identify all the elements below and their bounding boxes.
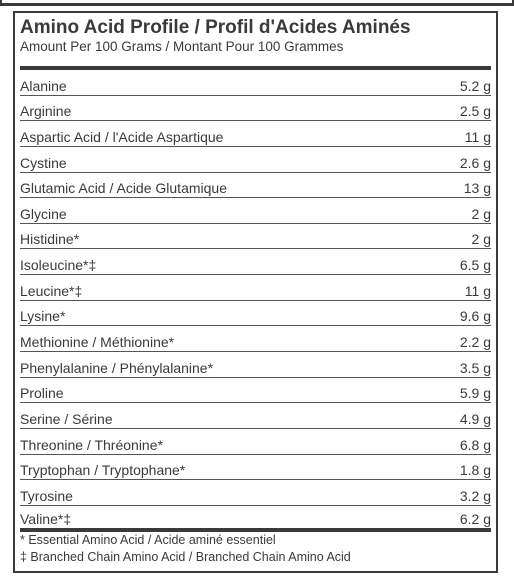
amino-acid-amount: 2.6 g — [459, 154, 491, 171]
amino-acid-amount: 13 g — [463, 180, 491, 197]
footnote-bcaa: ‡ Branched Chain Amino Acid / Branched Chain Amino Acid — [20, 550, 351, 564]
amino-acid-name: Phenylalanine / Phénylalanine* — [20, 359, 214, 376]
amino-acid-amount: 6.8 g — [459, 436, 491, 453]
table-row — [20, 224, 491, 250]
table-row — [20, 378, 491, 404]
previous-panel-edge — [0, 0, 514, 6]
footnotes — [20, 532, 491, 566]
amino-acid-name: Lysine* — [20, 308, 66, 325]
table-row — [20, 403, 491, 429]
table-row — [20, 96, 491, 122]
panel-title: Amino Acid Profile / Profil d'Acides Aminés — [20, 17, 411, 38]
table-row — [20, 121, 491, 147]
amino-acid-name: Glutamic Acid / Acide Glutamique — [20, 180, 227, 197]
table-row — [20, 326, 491, 352]
amino-acid-name: Alanine — [20, 77, 67, 94]
amino-acid-amount: 11 g — [464, 128, 491, 145]
table-row — [20, 429, 491, 455]
amino-acid-name: Cystine — [20, 154, 67, 171]
table-row — [20, 301, 491, 327]
amino-acid-name: Aspartic Acid / l'Acide Aspartique — [20, 128, 224, 145]
amino-acid-amount: 2 g — [471, 205, 491, 222]
table-row — [20, 249, 491, 275]
amino-acid-name: Tryptophan / Tryptophane* — [20, 462, 186, 479]
amino-acid-amount: 2.2 g — [459, 334, 491, 351]
table-row — [20, 480, 491, 506]
amino-acid-name: Leucine*‡ — [20, 282, 83, 299]
panel-subtitle: Amount Per 100 Grams / Montant Pour 100 Grammes — [20, 39, 344, 54]
amino-acid-name: Histidine* — [20, 231, 80, 248]
table-row — [20, 275, 491, 301]
amino-acid-amount: 1.8 g — [459, 462, 491, 479]
amino-acid-name: Glycine — [20, 205, 67, 222]
amino-acid-name: Proline — [20, 385, 64, 402]
amino-acid-amount: 3.2 g — [459, 487, 491, 504]
amino-acid-amount: 4.9 g — [459, 410, 491, 427]
panel-header — [20, 16, 491, 55]
amino-acid-name: Valine*‡ — [20, 510, 72, 527]
amino-acid-amount: 2 g — [471, 231, 491, 248]
table-row — [20, 173, 491, 199]
amino-acid-name: Arginine — [20, 103, 72, 120]
amino-acid-amount: 3.5 g — [459, 359, 491, 376]
amino-acid-amount: 5.2 g — [459, 77, 491, 94]
amino-acid-amount: 11 g — [464, 282, 491, 299]
amino-acid-name: Tyrosine — [20, 487, 73, 504]
table-row — [20, 352, 491, 378]
amino-acid-name: Isoleucine*‡ — [20, 257, 97, 274]
amino-acid-amount: 2.5 g — [459, 103, 491, 120]
amino-acid-name: Serine / Sérine — [20, 410, 113, 427]
table-row — [20, 147, 491, 173]
table-row — [20, 198, 491, 224]
amino-acid-table — [20, 66, 491, 532]
amino-acid-amount: 9.6 g — [459, 308, 491, 325]
table-row — [20, 70, 491, 96]
amino-acid-amount: 6.5 g — [459, 257, 491, 274]
footnote-essential: * Essential Amino Acid / Acide aminé essentiel — [20, 533, 276, 547]
amino-acid-name: Methionine / Méthionine* — [20, 334, 175, 351]
table-row — [20, 455, 491, 481]
amino-acid-amount: 6.2 g — [459, 510, 491, 527]
table-row — [20, 506, 491, 532]
amino-acid-name: Threonine / Thréonine* — [20, 436, 163, 453]
amino-acid-panel — [13, 11, 498, 573]
amino-acid-amount: 5.9 g — [459, 385, 491, 402]
